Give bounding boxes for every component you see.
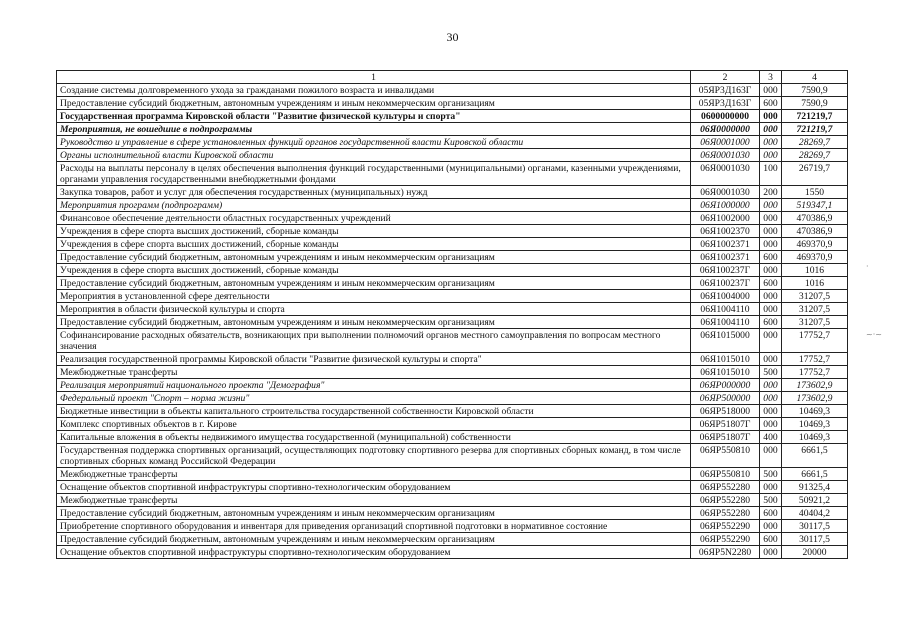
budget-table <box>56 70 848 559</box>
row-code-cell: 06Я0001000 <box>691 136 760 149</box>
row-code-cell: 06ЯP51807Г <box>691 431 760 444</box>
row-amount-cell: 10469,3 <box>782 431 848 444</box>
table-row <box>57 303 848 316</box>
row-name-cell: Учреждения в сфере спорта высших достижений, сборные команды <box>57 225 691 238</box>
row-code-cell: 06ЯP552280 <box>691 507 760 520</box>
row-type-cell: 000 <box>760 353 782 366</box>
row-name-cell: Государственная программа Кировской области "Развитие физической культуры и спорта" <box>57 110 691 123</box>
row-amount-cell: 1550 <box>782 186 848 199</box>
table-row <box>57 238 848 251</box>
row-type-cell: 000 <box>760 149 782 162</box>
column-header-4: 4 <box>782 71 848 84</box>
row-amount-cell: 30117,5 <box>782 533 848 546</box>
row-code-cell: 06ЯP500000 <box>691 392 760 405</box>
row-name-cell: Межбюджетные трансферты <box>57 468 691 481</box>
row-amount-cell: 31207,5 <box>782 303 848 316</box>
row-code-cell: 06Я0001030 <box>691 162 760 186</box>
row-name-cell: Мероприятия в установленной сфере деятельности <box>57 290 691 303</box>
row-type-cell: 600 <box>760 97 782 110</box>
row-type-cell: 000 <box>760 225 782 238</box>
row-amount-cell: 1016 <box>782 264 848 277</box>
row-type-cell: 000 <box>760 379 782 392</box>
row-name-cell: Предоставление субсидий бюджетным, автономным учреждениям и иным некоммерческим организациям <box>57 251 691 264</box>
row-name-cell: Государственная поддержка спортивных организаций, осуществляющих подготовку спортивного резерва для спортивных сборных команд, в том числе спортивных сборных команд Российской Федерации <box>57 444 691 468</box>
row-name-cell: Закупка товаров, работ и услуг для обеспечения государственных (муниципальных) нужд <box>57 186 691 199</box>
column-header-1: 1 <box>57 71 691 84</box>
row-name-cell: Мероприятия в области физической культуры и спорта <box>57 303 691 316</box>
table-row <box>57 468 848 481</box>
row-amount-cell: 40404,2 <box>782 507 848 520</box>
row-name-cell: Оснащение объектов спортивной инфраструктуры спортивно-технологическим оборудованием <box>57 546 691 559</box>
row-type-cell: 500 <box>760 494 782 507</box>
row-code-cell: 06Я1002370 <box>691 225 760 238</box>
table-row <box>57 520 848 533</box>
row-amount-cell: 519347,1 <box>782 199 848 212</box>
table-row <box>57 264 848 277</box>
table-row <box>57 84 848 97</box>
budget-table-body <box>57 71 848 559</box>
row-name-cell: Капитальные вложения в объекты недвижимого имущества государственной (муниципальной) собственности <box>57 431 691 444</box>
row-amount-cell: 6661,5 <box>782 444 848 468</box>
table-row <box>57 392 848 405</box>
table-row <box>57 329 848 353</box>
row-type-cell: 400 <box>760 431 782 444</box>
row-amount-cell: 6661,5 <box>782 468 848 481</box>
row-type-cell: 000 <box>760 110 782 123</box>
table-row <box>57 533 848 546</box>
table-row <box>57 149 848 162</box>
row-amount-cell: 91325,4 <box>782 481 848 494</box>
table-row <box>57 251 848 264</box>
row-type-cell: 000 <box>760 329 782 353</box>
table-row <box>57 316 848 329</box>
row-amount-cell: 7590,9 <box>782 97 848 110</box>
row-type-cell: 500 <box>760 468 782 481</box>
row-amount-cell: 31207,5 <box>782 290 848 303</box>
row-type-cell: 100 <box>760 162 782 186</box>
row-name-cell: Федеральный проект "Спорт – норма жизни" <box>57 392 691 405</box>
row-amount-cell: 50921,2 <box>782 494 848 507</box>
table-row <box>57 366 848 379</box>
row-type-cell: 000 <box>760 520 782 533</box>
row-code-cell: 06Я0000000 <box>691 123 760 136</box>
row-code-cell: 05ЯР3Д163Г <box>691 97 760 110</box>
table-row <box>57 162 848 186</box>
table-row <box>57 379 848 392</box>
row-code-cell: 06Я0001030 <box>691 186 760 199</box>
row-code-cell: 06ЯP518000 <box>691 405 760 418</box>
row-name-cell: Органы исполнительной власти Кировской области <box>57 149 691 162</box>
row-code-cell: 06Я1015010 <box>691 353 760 366</box>
row-type-cell: 000 <box>760 290 782 303</box>
row-code-cell: 06Я0001030 <box>691 149 760 162</box>
row-name-cell: Межбюджетные трансферты <box>57 494 691 507</box>
table-row <box>57 212 848 225</box>
row-code-cell: 06Я1004110 <box>691 316 760 329</box>
row-name-cell: Мероприятия, не вошедшие в подпрограммы <box>57 123 691 136</box>
row-name-cell: Предоставление субсидий бюджетным, автономным учреждениям и иным некоммерческим организациям <box>57 533 691 546</box>
row-code-cell: 06Я100237Г <box>691 264 760 277</box>
table-row <box>57 444 848 468</box>
table-row <box>57 110 848 123</box>
row-code-cell: 06Я1015000 <box>691 329 760 353</box>
row-type-cell: 600 <box>760 277 782 290</box>
row-code-cell: 06ЯP552280 <box>691 481 760 494</box>
table-row <box>57 418 848 431</box>
row-name-cell: Комплекс спортивных объектов в г. Кирове <box>57 418 691 431</box>
row-name-cell: Руководство и управление в сфере установленных функций органов государственной власти Кировской области <box>57 136 691 149</box>
row-name-cell: Предоставление субсидий бюджетным, автономным учреждениям и иным некоммерческим организациям <box>57 507 691 520</box>
row-code-cell: 06Я1004110 <box>691 303 760 316</box>
row-amount-cell: 173602,9 <box>782 392 848 405</box>
row-name-cell: Оснащение объектов спортивной инфраструктуры спортивно-технологическим оборудованием <box>57 481 691 494</box>
row-amount-cell: 7590,9 <box>782 84 848 97</box>
table-row <box>57 353 848 366</box>
row-amount-cell: 20000 <box>782 546 848 559</box>
row-code-cell: 06ЯP550810 <box>691 468 760 481</box>
table-row <box>57 405 848 418</box>
table-row <box>57 199 848 212</box>
row-type-cell: 000 <box>760 264 782 277</box>
row-type-cell: 600 <box>760 507 782 520</box>
row-code-cell: 06Я1004000 <box>691 290 760 303</box>
row-name-cell: Учреждения в сфере спорта высших достижений, сборные команды <box>57 264 691 277</box>
row-code-cell: 06ЯP552290 <box>691 520 760 533</box>
row-amount-cell: 470386,9 <box>782 225 848 238</box>
row-type-cell: 000 <box>760 238 782 251</box>
table-row <box>57 136 848 149</box>
row-amount-cell: 10469,3 <box>782 418 848 431</box>
row-type-cell: 600 <box>760 316 782 329</box>
row-amount-cell: 469370,9 <box>782 238 848 251</box>
row-type-cell: 200 <box>760 186 782 199</box>
row-type-cell: 000 <box>760 444 782 468</box>
row-amount-cell: 28269,7 <box>782 149 848 162</box>
row-name-cell: Мероприятия программ (подпрограмм) <box>57 199 691 212</box>
row-type-cell: 000 <box>760 481 782 494</box>
row-code-cell: 06ЯP51807Г <box>691 418 760 431</box>
row-type-cell: 600 <box>760 251 782 264</box>
row-name-cell: Межбюджетные трансферты <box>57 366 691 379</box>
table-row <box>57 546 848 559</box>
row-name-cell: Реализация государственной программы Кировской области "Развитие физической культуры и спорта" <box>57 353 691 366</box>
row-amount-cell: 28269,7 <box>782 136 848 149</box>
row-type-cell: 000 <box>760 199 782 212</box>
row-name-cell: Бюджетные инвестиции в объекты капитального строительства государственной собственности Кировской области <box>57 405 691 418</box>
margin-scribble-mark: ~·~ <box>866 330 882 339</box>
row-name-cell: Предоставление субсидий бюджетным, автономным учреждениям и иным некоммерческим организациям <box>57 316 691 329</box>
row-code-cell: 05ЯР3Д163Г <box>691 84 760 97</box>
margin-scribble-mark: · <box>866 262 869 271</box>
row-code-cell: 06Я1002371 <box>691 238 760 251</box>
table-row <box>57 277 848 290</box>
table-header-row <box>57 71 848 84</box>
row-code-cell: 06Я1002371 <box>691 251 760 264</box>
row-amount-cell: 173602,9 <box>782 379 848 392</box>
table-row <box>57 186 848 199</box>
row-amount-cell: 31207,5 <box>782 316 848 329</box>
row-name-cell: Софинансирование расходных обязательств, возникающих при выполнении полномочий органов местного самоуправления по вопросам местного значения <box>57 329 691 353</box>
table-row <box>57 123 848 136</box>
row-type-cell: 000 <box>760 405 782 418</box>
row-name-cell: Создание системы долговременного ухода за гражданами пожилого возраста и инвалидами <box>57 84 691 97</box>
row-name-cell: Реализация мероприятий национального проекта "Демография" <box>57 379 691 392</box>
column-header-2: 2 <box>691 71 760 84</box>
row-amount-cell: 17752,7 <box>782 329 848 353</box>
row-amount-cell: 1016 <box>782 277 848 290</box>
row-name-cell: Расходы на выплаты персоналу в целях обеспечения выполнения функций государственными (муниципальными) органами, казенными учреждениями, органами управления государственными внебюджетными фондами <box>57 162 691 186</box>
row-type-cell: 000 <box>760 123 782 136</box>
row-code-cell: 06Я1002000 <box>691 212 760 225</box>
column-header-3: 3 <box>760 71 782 84</box>
row-type-cell: 000 <box>760 303 782 316</box>
row-code-cell: 06Я100237Г <box>691 277 760 290</box>
row-name-cell: Приобретение спортивного оборудования и инвентаря для приведения организаций спортивной подготовки в нормативное состояние <box>57 520 691 533</box>
row-name-cell: Предоставление субсидий бюджетным, автономным учреждениям и иным некоммерческим организациям <box>57 277 691 290</box>
row-code-cell: 06ЯP5N2280 <box>691 546 760 559</box>
row-type-cell: 000 <box>760 546 782 559</box>
table-row <box>57 507 848 520</box>
row-amount-cell: 30117,5 <box>782 520 848 533</box>
table-row <box>57 494 848 507</box>
row-code-cell: 0600000000 <box>691 110 760 123</box>
row-code-cell: 06ЯP552280 <box>691 494 760 507</box>
table-row <box>57 431 848 444</box>
table-row <box>57 97 848 110</box>
row-type-cell: 000 <box>760 392 782 405</box>
row-code-cell: 06Я1015010 <box>691 366 760 379</box>
row-code-cell: 06ЯP000000 <box>691 379 760 392</box>
row-code-cell: 06ЯP552290 <box>691 533 760 546</box>
row-amount-cell: 26719,7 <box>782 162 848 186</box>
row-type-cell: 000 <box>760 418 782 431</box>
row-amount-cell: 470386,9 <box>782 212 848 225</box>
row-type-cell: 600 <box>760 533 782 546</box>
table-row <box>57 225 848 238</box>
row-amount-cell: 17752,7 <box>782 353 848 366</box>
row-type-cell: 500 <box>760 366 782 379</box>
row-amount-cell: 721219,7 <box>782 123 848 136</box>
row-amount-cell: 10469,3 <box>782 405 848 418</box>
page-number: 30 <box>446 30 459 44</box>
row-amount-cell: 721219,7 <box>782 110 848 123</box>
row-type-cell: 000 <box>760 136 782 149</box>
row-name-cell: Учреждения в сфере спорта высших достижений, сборные команды <box>57 238 691 251</box>
row-code-cell: 06ЯP550810 <box>691 444 760 468</box>
row-type-cell: 000 <box>760 84 782 97</box>
table-row <box>57 290 848 303</box>
table-row <box>57 481 848 494</box>
row-amount-cell: 469370,9 <box>782 251 848 264</box>
row-code-cell: 06Я1000000 <box>691 199 760 212</box>
row-type-cell: 000 <box>760 212 782 225</box>
row-name-cell: Финансовое обеспечение деятельности областных государственных учреждений <box>57 212 691 225</box>
row-name-cell: Предоставление субсидий бюджетным, автономным учреждениям и иным некоммерческим организациям <box>57 97 691 110</box>
row-amount-cell: 17752,7 <box>782 366 848 379</box>
